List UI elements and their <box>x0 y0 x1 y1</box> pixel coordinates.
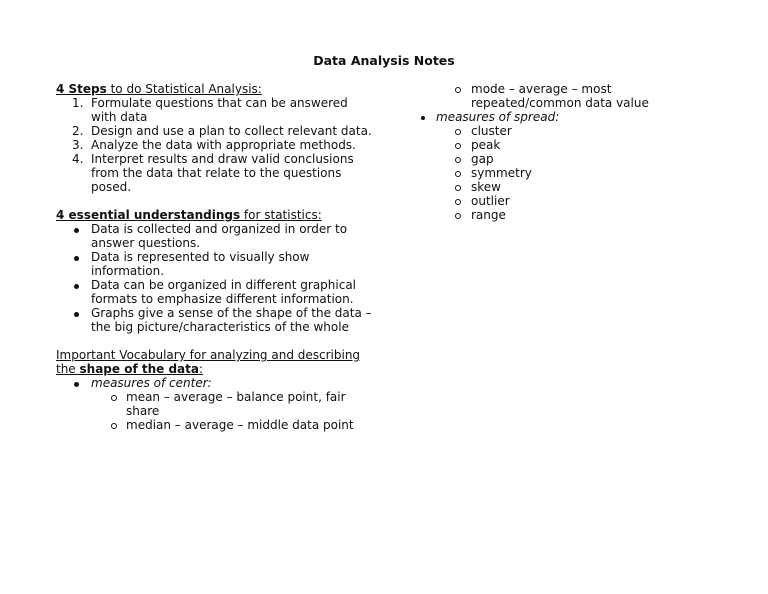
circle-bullet-icon <box>455 87 461 93</box>
step-text: Formulate questions that can be answered with data <box>91 96 348 124</box>
list-item <box>56 152 376 194</box>
list-item <box>56 390 376 418</box>
understanding-text: Data can be organized in different graphical formats to emphasize different information. <box>91 278 357 306</box>
list-item <box>418 152 718 166</box>
center-item-text: mode – average – most repeated/common data value <box>471 82 649 110</box>
list-item <box>56 278 376 306</box>
steps-heading <box>56 82 376 96</box>
center-sublist-continued <box>418 82 718 110</box>
bullet-icon <box>74 382 79 387</box>
understandings-list <box>56 222 376 334</box>
bullet-icon <box>74 228 79 233</box>
list-item <box>418 138 718 152</box>
bullet-icon <box>74 312 79 317</box>
circle-bullet-icon <box>455 213 461 219</box>
spread-item-text: outlier <box>471 194 510 208</box>
understandings-heading <box>56 208 376 222</box>
circle-bullet-icon <box>455 171 461 177</box>
list-item <box>418 166 718 180</box>
spread-item-text: skew <box>471 180 501 194</box>
list-item <box>56 138 376 152</box>
circle-bullet-icon <box>455 185 461 191</box>
step-number: 1. <box>72 96 84 110</box>
list-item <box>56 250 376 278</box>
vocab-heading-bold: shape of the data <box>79 362 199 376</box>
circle-bullet-icon <box>455 199 461 205</box>
list-item <box>56 222 376 250</box>
list-item <box>56 376 376 432</box>
center-label: measures of center: <box>91 376 212 390</box>
bullet-icon <box>421 116 425 120</box>
spread-bullet <box>418 110 718 124</box>
spread-item-text: range <box>471 208 506 222</box>
spread-label: measures of spread: <box>436 110 560 124</box>
bullet-icon <box>74 284 79 289</box>
list-item <box>56 124 376 138</box>
page-title: Data Analysis Notes <box>313 53 455 68</box>
right-column <box>418 82 718 222</box>
center-item-text: median – average – middle data point <box>126 418 354 432</box>
circle-bullet-icon <box>111 423 117 429</box>
center-item-text: mean – average – balance point, fair share <box>126 390 346 418</box>
understandings-heading-rest: for statistics: <box>240 208 322 222</box>
spread-item-text: cluster <box>471 124 512 138</box>
vocab-heading-post: : <box>198 362 204 376</box>
vocab-list <box>56 376 376 432</box>
list-item <box>418 180 718 194</box>
understandings-heading-bold: 4 essential understandings <box>56 208 241 222</box>
list-item <box>56 306 376 334</box>
circle-bullet-icon <box>455 129 461 135</box>
list-item <box>418 208 718 222</box>
understanding-text: Graphs give a sense of the shape of the data – the big picture/characteristics of the whole <box>91 306 372 334</box>
list-item <box>56 96 376 124</box>
step-text: Analyze the data with appropriate methods. <box>91 138 356 152</box>
step-number: 2. <box>72 124 84 138</box>
list-item <box>418 194 718 208</box>
steps-heading-rest: to do Statistical Analysis: <box>106 82 262 96</box>
spread-sublist <box>418 124 718 222</box>
vocab-heading <box>56 348 376 376</box>
spread-item-text: gap <box>471 152 494 166</box>
step-number: 3. <box>72 138 84 152</box>
step-text: Design and use a plan to collect relevant data. <box>91 124 372 138</box>
step-text: Interpret results and draw valid conclusions from the data that relate to the questions posed. <box>91 152 354 194</box>
list-item <box>56 418 376 432</box>
spread-item-text: peak <box>471 138 501 152</box>
circle-bullet-icon <box>455 157 461 163</box>
understanding-text: Data is represented to visually show information. <box>91 250 310 278</box>
vocab-heading-pre: Important Vocabulary for analyzing and describing the <box>56 348 361 376</box>
circle-bullet-icon <box>111 395 117 401</box>
left-column <box>56 82 376 432</box>
step-number: 4. <box>72 152 84 166</box>
steps-heading-bold: 4 Steps <box>56 82 107 96</box>
list-item <box>418 82 701 110</box>
center-sublist <box>56 390 376 432</box>
bullet-icon <box>74 256 79 261</box>
list-item <box>418 124 718 138</box>
steps-list <box>56 96 376 194</box>
understanding-text: Data is collected and organized in order to answer questions. <box>91 222 348 250</box>
circle-bullet-icon <box>455 143 461 149</box>
spread-item-text: symmetry <box>471 166 532 180</box>
